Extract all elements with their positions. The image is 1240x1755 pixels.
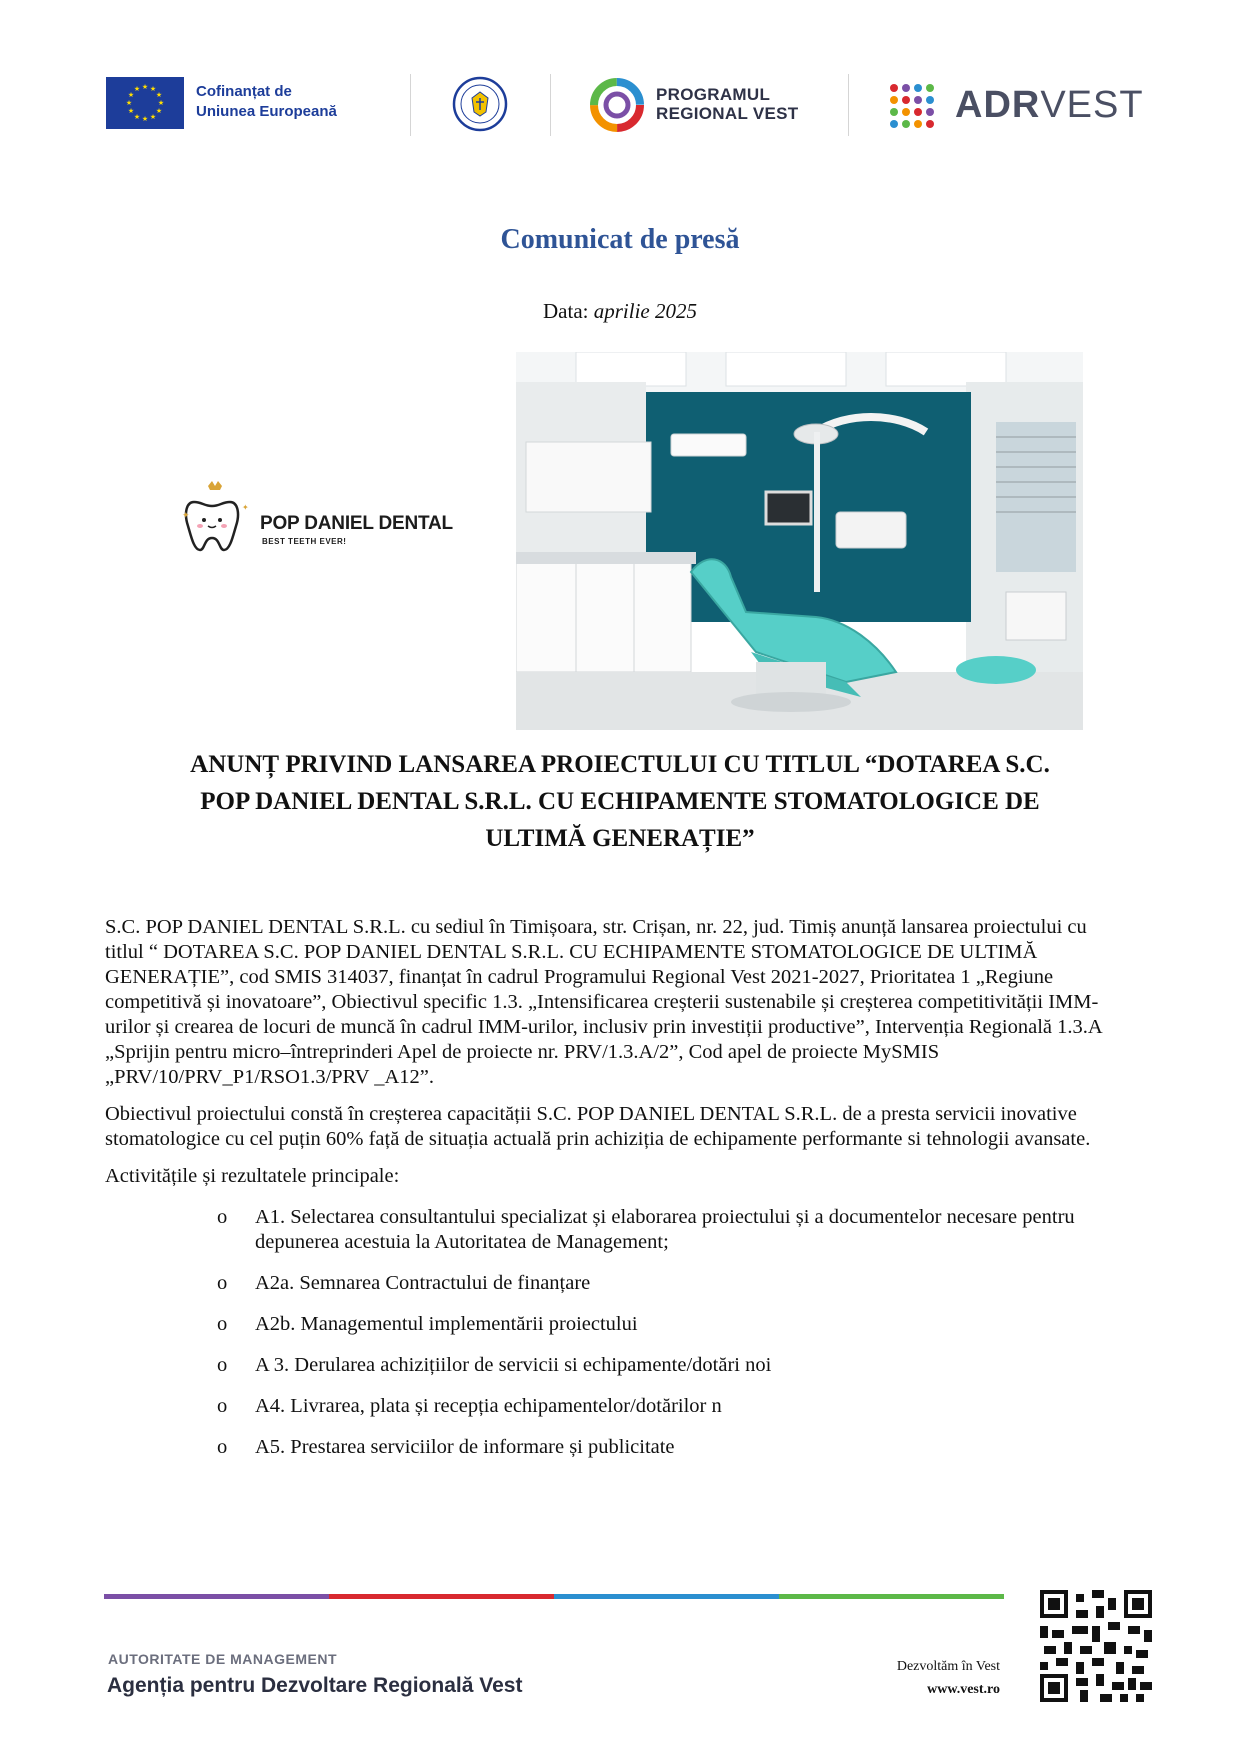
tooth-mascot-icon xyxy=(176,480,256,560)
svg-text:★: ★ xyxy=(125,99,133,107)
eu-flag-logo xyxy=(106,77,184,129)
svg-text:✦: ✦ xyxy=(182,511,190,521)
footer-slogan-block xyxy=(800,1655,1000,1701)
footer-slogan: Dezvoltăm în Vest xyxy=(896,1659,1000,1674)
date-value: aprilie 2025 xyxy=(593,299,697,323)
activity-text: A 3. Derularea achizițiilor de servicii si echipamente/dotări noi xyxy=(255,1354,772,1376)
page-title: Comunicat de presă xyxy=(500,224,740,255)
divider xyxy=(848,74,849,136)
list-item xyxy=(105,1271,1125,1296)
date-label: Data: xyxy=(543,299,589,323)
clinic-logo xyxy=(176,480,486,560)
footer-stripe-purple xyxy=(104,1594,329,1599)
svg-text:★: ★ xyxy=(133,113,141,121)
bullet-icon: o xyxy=(217,1272,228,1294)
svg-text:★: ★ xyxy=(141,83,149,91)
footer-stripe-blue xyxy=(554,1594,779,1599)
bullet-icon: o xyxy=(217,1313,228,1335)
announcement-heading xyxy=(90,746,1150,857)
activity-text: A4. Livrarea, plata și recepția echipamentelor/dotărilor n xyxy=(255,1395,722,1417)
svg-text:✦: ✦ xyxy=(242,503,249,512)
announcement-line: ANUNȚ PRIVIND LANSAREA PROIECTULUI CU TITLUL “DOTAREA S.C. xyxy=(190,751,1050,778)
divider xyxy=(410,74,411,136)
eu-text-line2: Uniunea Europeană xyxy=(196,103,337,120)
activity-text: A5. Prestarea serviciilor de informare și publicitate xyxy=(255,1436,675,1458)
list-item xyxy=(105,1353,1125,1378)
list-item xyxy=(105,1394,1125,1419)
adr-bold: ADR xyxy=(955,84,1041,126)
clinic-tagline: BEST TEETH EVER! xyxy=(262,537,347,546)
svg-text:★: ★ xyxy=(149,85,157,93)
dental-office-photo xyxy=(516,352,1083,730)
bullet-icon: o xyxy=(217,1395,228,1417)
bullet-icon: o xyxy=(217,1436,228,1458)
svg-text:★: ★ xyxy=(155,91,163,99)
activity-text: A2a. Semnarea Contractului de finanțare xyxy=(255,1272,591,1294)
eu-text-line1: Cofinanțat de xyxy=(196,83,292,100)
program-line1: PROGRAMUL xyxy=(656,85,771,104)
divider xyxy=(550,74,551,136)
program-line2: REGIONAL VEST xyxy=(656,104,799,123)
activity-text: A2b. Managementul implementării proiectului xyxy=(255,1313,638,1335)
footer-url-link[interactable]: www.vest.ro xyxy=(927,1682,1000,1697)
press-release-body xyxy=(105,915,1125,1476)
qr-code-icon[interactable] xyxy=(1040,1590,1152,1702)
svg-text:★: ★ xyxy=(149,113,157,121)
adr-rest: VEST xyxy=(1040,84,1144,126)
svg-text:★: ★ xyxy=(155,107,163,115)
paragraph-activities-heading: Activitățile și rezultatele principale: xyxy=(105,1165,400,1187)
list-item xyxy=(105,1312,1125,1337)
list-item xyxy=(105,1435,1125,1460)
bullet-icon: o xyxy=(217,1206,228,1228)
activity-text: A1. Selectarea consultantului specializat și elaborarea proiectului și a documentelor necesare pentru depunerea acestuia la Autoritatea de Management; xyxy=(255,1206,1075,1253)
romanian-government-seal-icon xyxy=(452,76,508,132)
eu-cofinance-text xyxy=(196,82,337,122)
authority-label: AUTORITATE DE MANAGEMENT xyxy=(108,1651,337,1667)
date-line xyxy=(0,299,1240,324)
footer-stripe-green xyxy=(779,1594,1004,1599)
adr-vest-logo-text xyxy=(955,83,1144,127)
svg-text:★: ★ xyxy=(133,85,141,93)
announcement-line: POP DANIEL DENTAL S.R.L. CU ECHIPAMENTE STOMATOLOGICE DE xyxy=(200,788,1040,815)
activities-list xyxy=(105,1205,1125,1460)
clinic-name: POP DANIEL DENTAL xyxy=(260,513,453,534)
svg-text:★: ★ xyxy=(157,99,165,107)
svg-text:★: ★ xyxy=(141,115,149,123)
header-logos xyxy=(0,70,1240,140)
adr-vest-dots-icon xyxy=(884,78,940,134)
footer-stripe-red xyxy=(329,1594,554,1599)
regional-program-logo-icon xyxy=(590,78,644,132)
svg-text:★: ★ xyxy=(127,91,135,99)
authority-name: Agenția pentru Dezvoltare Regională Vest xyxy=(107,1674,523,1697)
svg-text:★: ★ xyxy=(127,107,135,115)
regional-program-text xyxy=(656,85,798,123)
bullet-icon: o xyxy=(217,1354,228,1376)
list-item xyxy=(105,1205,1125,1255)
announcement-line: ULTIMĂ GENERAȚIE” xyxy=(485,825,755,852)
paragraph-objective: Obiectivul proiectului constă în creșterea capacității S.C. POP DANIEL DENTAL S.R.L. de a presta servicii inovative stomatologice cu cel puțin 60% față de situația actuală prin achiziția de echipamente performante si tehnologii avansate. xyxy=(105,1103,1091,1150)
paragraph-intro: S.C. POP DANIEL DENTAL S.R.L. cu sediul în Timișoara, str. Crișan, nr. 22, jud. Timiș anunță lansarea proiectului cu titlul “ DOTAREA S.C. POP DANIEL DENTAL S.R.L. CU ECHIPAMENTE STOMATOLOGICE DE ULTIMĂ GENERAȚIE”, cod SMIS 314037, finanțat în cadrul Programului Regional Vest 2021-2027, Prioritatea 1 „Regiune competitivă și inovatoare”, Obiectivul specific 1.3. „Intensificarea creșterii sustenabile și creșterea competitivității IMM-urilor și crearea de locuri de muncă în cadrul IMM-urilor, inclusiv prin investiții productive”, Intervenția Regională 1.3.A „Sprijin pentru micro–întreprinderi Apel de proiecte nr. PRV/1.3.A/2”, Cod apel de proiecte MySMIS „PRV/10/PRV_P1/RSO1.3/PRV _A12”. xyxy=(105,916,1102,1088)
